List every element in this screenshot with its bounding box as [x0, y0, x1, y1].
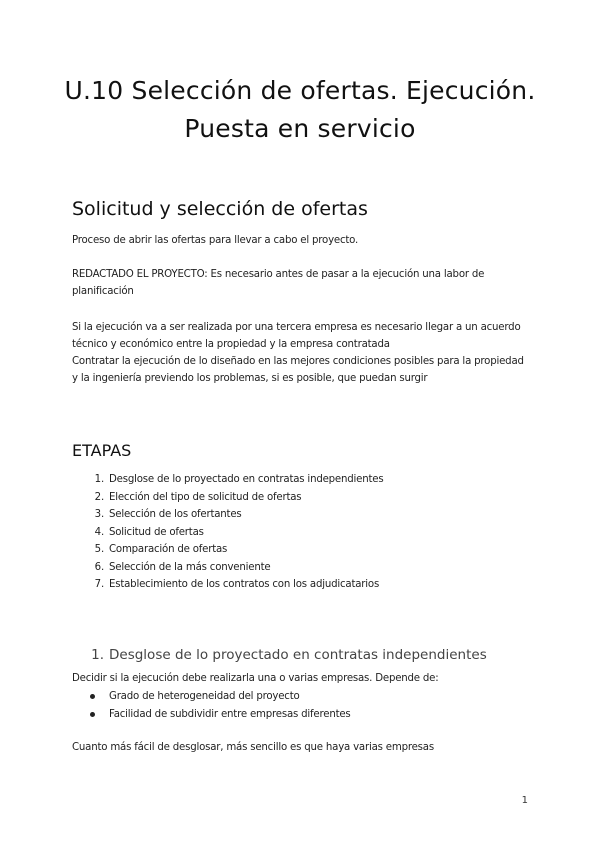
bullet-list: [72, 688, 351, 723]
page-number: 1: [521, 795, 528, 806]
list-item-text: Selección de los ofertantes: [109, 509, 242, 520]
paragraph-cuanto: Cuanto más fácil de desglosar, más sencillo es que haya varias empresas: [72, 742, 434, 753]
section-heading-solicitud: Solicitud y selección de ofertas: [72, 198, 368, 220]
list-item: [72, 559, 383, 577]
list-item-text: Grado de heterogeneidad del proyecto: [109, 691, 300, 702]
section-heading-etapas: ETAPAS: [72, 441, 132, 460]
paragraph-ejecucion-line-3: Contratar la ejecución de lo diseñado en las mejores condiciones posibles para la propiedad: [72, 356, 524, 367]
paragraph-redactado-line-2: planificación: [72, 286, 134, 297]
list-item-text: Selección de la más conveniente: [109, 561, 271, 573]
paragraph-ejecucion-line-2: técnico y económico entre la propiedad y la empresa contratada: [72, 339, 390, 350]
list-item: [72, 489, 383, 507]
list-item: [72, 524, 383, 542]
list-item-text: Comparación de ofertas: [109, 544, 228, 555]
list-number: 5.: [94, 544, 104, 555]
list-item-text: Establecimiento de los contratos con los adjudicatarios: [109, 579, 380, 590]
list-number: 4.: [94, 526, 104, 538]
list-number: 6.: [94, 561, 104, 573]
paragraph-intro: Proceso de abrir las ofertas para llevar a cabo el proyecto.: [72, 235, 359, 246]
bullet-icon: [90, 694, 95, 699]
paragraph-decidir: Decidir si la ejecución debe realizarla una o varias empresas. Depende de:: [72, 673, 439, 684]
etapas-list: [72, 471, 383, 594]
list-number: 2.: [94, 491, 104, 503]
title-line-1: U.10 Selección de ofertas. Ejecución.: [64, 76, 536, 105]
subsection-heading-text: Desglose de lo proyectado en contratas independientes: [109, 647, 487, 663]
paragraph-redactado-line-1: REDACTADO EL PROYECTO: Es necesario antes de pasar a la ejecución una labor de: [72, 269, 485, 280]
title-line-2: Puesta en servicio: [184, 114, 416, 143]
list-item: [72, 506, 383, 524]
list-item: [72, 688, 351, 706]
list-item: [72, 471, 383, 489]
subsection-number: 1.: [91, 647, 104, 663]
bullet-icon: [90, 712, 95, 717]
list-item-text: Elección del tipo de solicitud de ofertas: [109, 491, 302, 503]
document-title: [40, 72, 560, 148]
paragraph-redactado: [72, 266, 534, 300]
list-number: 7.: [94, 579, 104, 590]
list-item: [72, 576, 383, 594]
paragraph-ejecucion-line-1: Si la ejecución va a ser realizada por una tercera empresa es necesario llegar a un acuerdo: [72, 322, 521, 333]
paragraph-ejecucion-line-4: y la ingeniería previendo los problemas, si es posible, que puedan surgir: [72, 373, 428, 384]
subsection-heading-desglose: [72, 647, 487, 663]
list-number: 1.: [94, 474, 104, 485]
list-item: [72, 541, 383, 559]
list-item-text: Solicitud de ofertas: [109, 526, 204, 538]
list-number: 3.: [94, 509, 104, 520]
list-item-text: Facilidad de subdividir entre empresas diferentes: [109, 708, 351, 720]
paragraph-ejecucion: [72, 319, 534, 387]
list-item: [72, 706, 351, 724]
list-item-text: Desglose de lo proyectado en contratas independientes: [109, 474, 384, 485]
